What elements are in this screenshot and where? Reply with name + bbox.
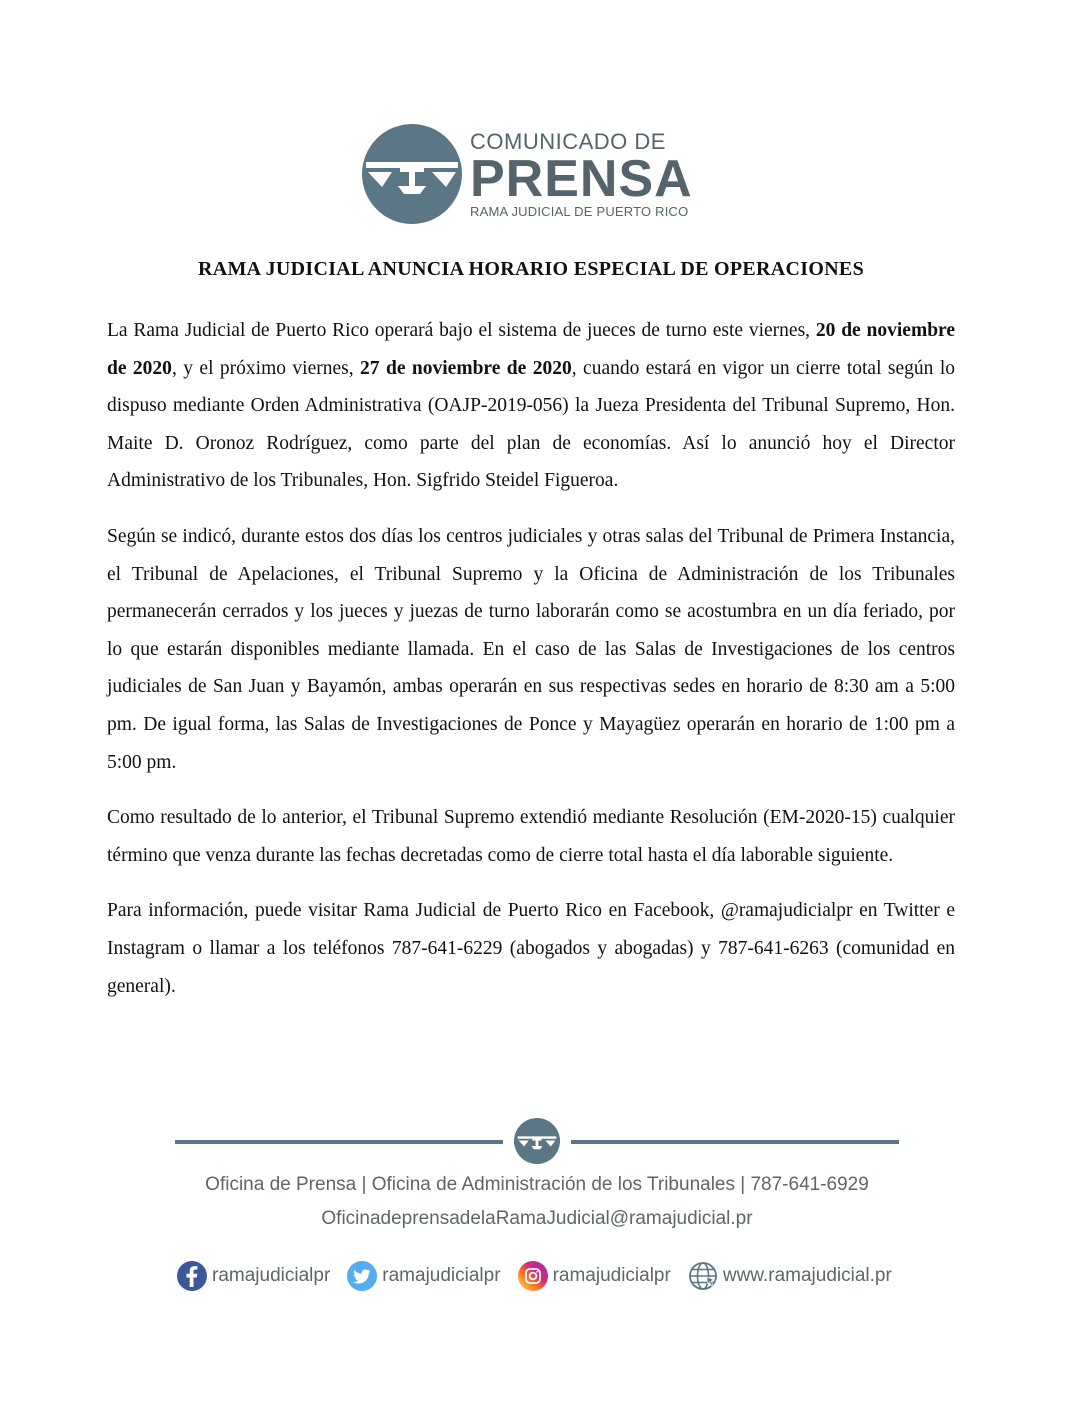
paragraph-1-text-e: , cuando estará en vigor un cierre total según lo dispuso mediante Orden Administrativa (OAJP-2019-056) la Jueza Presidenta del Tribunal Supremo, Hon. Maite D. Oronoz Rodríguez, como parte del plan de economías. Así lo anunció hoy el Director Administrativo de los Tribunales, Hon. Sigfrido Steidel Figueroa.	[107, 357, 956, 492]
social-website-label: www.ramajudicial.pr	[722, 1265, 892, 1286]
social-facebook[interactable]	[176, 1260, 330, 1292]
footer-divider-left	[175, 1140, 503, 1144]
logo-line-3: RAMA JUDICIAL DE PUERTO RICO	[470, 204, 689, 219]
paragraph-3: Como resultado de lo anterior, el Tribunal Supremo extendió mediante Resolución (EM-2020-15) cualquier término que venza durante las fechas decretadas como de cierre total hasta el día laborable siguiente.	[107, 807, 955, 866]
social-twitter-label: ramajudicialpr	[382, 1265, 501, 1286]
social-facebook-label: ramajudicialpr	[212, 1265, 331, 1286]
social-website[interactable]	[687, 1260, 892, 1292]
instagram-icon	[517, 1260, 549, 1292]
paragraph-1	[107, 312, 955, 500]
twitter-icon	[346, 1260, 378, 1292]
paragraph-2: Según se indicó, durante estos dos días los centros judiciales y otras salas del Tribunal de Primera Instancia, el Tribunal de Apelaciones, el Tribunal Supremo y la Oficina de Administración de los Tribunales permanecerán cerrados y los jueces y juezas de turno laborarán como se acostumbra en un día feriado, por lo que estarán disponibles mediante llamada. En el caso de las Salas de Investigaciones de los centros judiciales de San Juan y Bayamón, ambas operarán en sus respectivas sedes en horario de 8:30 am a 5:00 pm. De igual forma, las Salas de Investigaciones de Ponce y Mayagüez operarán en horario de 1:00 pm a 5:00 pm.	[107, 525, 955, 773]
footer-contact-line: Oficina de Prensa | Oficina de Administración de los Tribunales | 787-641-6929	[205, 1174, 869, 1195]
social-instagram-label: ramajudicialpr	[552, 1265, 671, 1286]
paragraph-4: Para información, puede visitar Rama Judicial de Puerto Rico en Facebook, @ramajudicialpr en Twitter e Instagram o llamar a los teléfonos 787-641-6229 (abogados y abogadas) y 787-641-6263 (comunidad en general).	[107, 900, 955, 997]
footer-scales-icon	[514, 1118, 560, 1164]
document-body	[107, 312, 955, 1023]
facebook-icon	[176, 1260, 208, 1292]
footer-divider-right	[571, 1140, 899, 1144]
social-links	[176, 1260, 908, 1292]
logo-line-1: COMUNICADO DE	[470, 129, 666, 154]
footer-email[interactable]: OficinadeprensadelaRamaJudicial@ramajudicial.pr	[321, 1208, 753, 1229]
paragraph-1-text-c: , y el próximo viernes,	[171, 357, 361, 379]
date-nov-20: 20 de noviembre de 2020	[107, 320, 955, 379]
logo-line-2: PRENSA	[470, 150, 693, 208]
globe-icon	[687, 1260, 719, 1292]
press-release-logo	[362, 124, 702, 226]
document-title: RAMA JUDICIAL ANUNCIA HORARIO ESPECIAL DE OPERACIONES	[198, 258, 864, 280]
logo-wordmark	[470, 128, 693, 222]
paragraph-1-text-a: La Rama Judicial de Puerto Rico operará bajo el sistema de jueces de turno este viernes,	[107, 320, 816, 341]
scales-of-justice-icon	[362, 124, 462, 224]
social-twitter[interactable]	[346, 1260, 500, 1292]
date-nov-27: 27 de noviembre de 2020	[360, 357, 572, 379]
social-instagram[interactable]	[517, 1260, 671, 1292]
